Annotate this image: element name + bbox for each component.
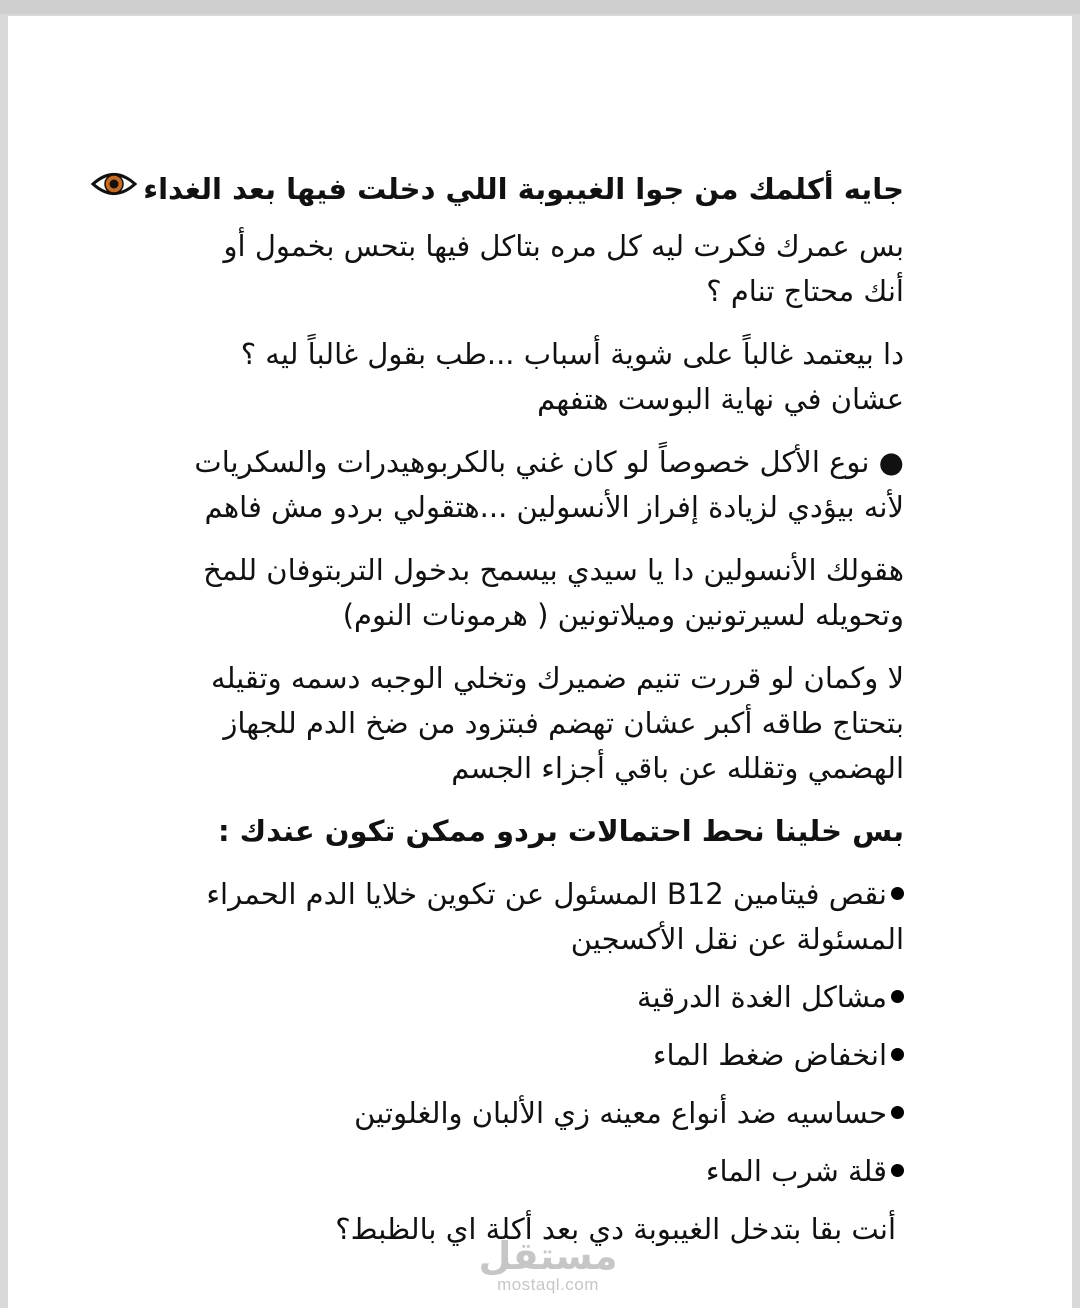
watermark-url: mostaql.com	[497, 1275, 599, 1294]
intro-paragraph: بس عمرك فكرت ليه كل مره بتاكل فيها بتحس بخمول أو أنك محتاج تنام ؟	[223, 229, 904, 308]
post-title	[143, 166, 904, 212]
list-item-text: انخفاض ضغط الماء	[652, 1038, 887, 1072]
list-item	[184, 1033, 904, 1078]
list-item-text: حساسيه ضد أنواع معينه زي الألبان والغلوتين	[354, 1096, 887, 1130]
list-item	[184, 1149, 904, 1194]
list-item	[184, 975, 904, 1020]
bullet-icon	[891, 887, 904, 900]
heavy-meal-paragraph: لا وكمان لو قررت تنيم ضميرك وتخلي الوجبه دسمه وتقيله بتحتاج طاقه أكبر عشان تهضم فبتزود من ضخ الدم للجهاز الهضمي وتقلله عن باقي أجزاء الجسم	[211, 661, 904, 785]
bullet-icon	[891, 1106, 904, 1119]
document-page	[8, 16, 1072, 1308]
food-type-paragraph: ● نوع الأكل خصوصاً لو كان غني بالكربوهيدرات والسكريات لأنه بيؤدي لزيادة إفراز الأنسولين ...هتقولي بردو مش فاهم	[194, 445, 904, 524]
mostaql-watermark	[478, 1236, 618, 1294]
eye-icon	[91, 166, 137, 212]
closing-question: أنت بقا بتدخل الغيبوبة دي بعد أكلة اي بالظبط؟	[335, 1212, 896, 1246]
top-strip	[0, 0, 1080, 14]
list-item-text: نقص فيتامين B12 المسئول عن تكوين خلايا الدم الحمراء المسئولة عن نقل الأكسجين	[206, 877, 904, 956]
post-content	[143, 166, 904, 1281]
post-title-text: جايه أكلمك من جوا الغيبوبة اللي دخلت فيها بعد الغداء	[143, 172, 904, 206]
possibilities-heading: بس خلينا نحط احتمالات بردو ممكن تكون عندك :	[217, 814, 904, 848]
list-item-text: مشاكل الغدة الدرقية	[636, 980, 887, 1014]
insulin-paragraph: هقولك الأنسولين دا يا سيدي بيسمح بدخول التربتوفان للمخ وتحويله لسيرتونين وميلاتونين ( هرمونات النوم)	[203, 553, 904, 632]
list-item-text: قلة شرب الماء	[705, 1154, 887, 1188]
bullet-icon	[891, 1048, 904, 1061]
reason-paragraph: دا بيعتمد غالباً على شوية أسباب ...طب بقول غالباً ليه ؟ عشان في نهاية البوست هتفهم	[240, 337, 904, 416]
bullet-icon	[891, 990, 904, 1003]
list-item	[184, 1091, 904, 1136]
bullet-icon	[891, 1164, 904, 1177]
list-item	[184, 872, 904, 962]
watermark-logo: مستقل	[478, 1234, 618, 1278]
